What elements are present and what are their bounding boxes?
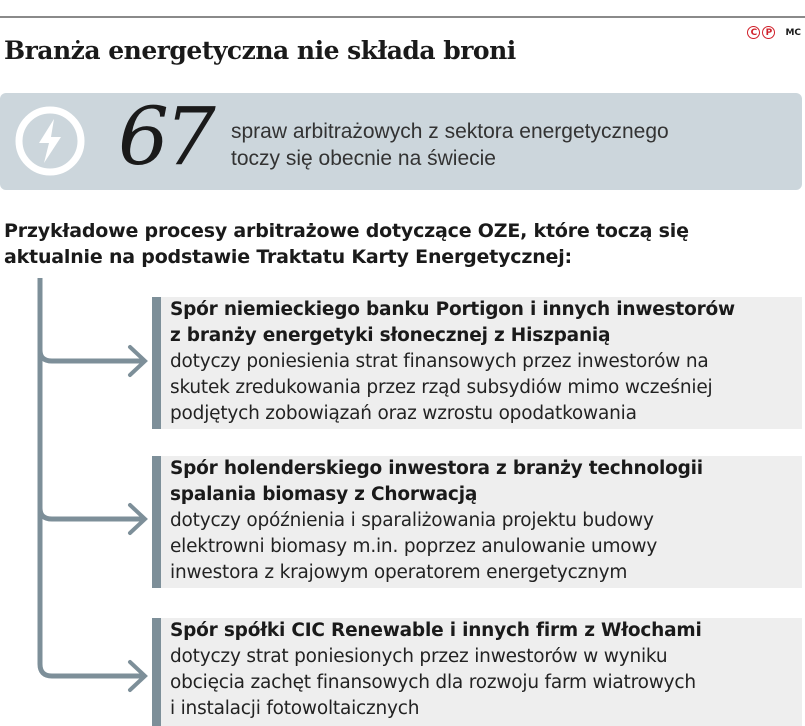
intro-line: aktualnie na podstawie Traktatu Karty Energetycznej: [4, 246, 572, 268]
branch-2 [40, 508, 144, 519]
branch-1 [40, 350, 144, 361]
case-body: dotyczy opóźnienia i sparaliżowania projektu budowy [170, 510, 654, 531]
intro-line: Przykładowe procesy arbitrażowe dotyczące OZE, które toczą się [4, 220, 689, 242]
case-body: podjętych zobowiązań oraz wzrostu opodatkowania [170, 403, 637, 424]
case-body: elektrowni biomasy m.in. poprzez anulowanie umowy [170, 536, 658, 557]
case-heading: Spór niemieckiego banku Portigon i innych inwestorów [170, 299, 735, 320]
case-item [152, 456, 802, 588]
case-heading: Spór holenderskiego inwestora z branży technologii [170, 458, 703, 479]
stat-number: 67 [118, 90, 212, 183]
case-heading: z branży energetyki słonecznej z Hiszpanią [170, 325, 611, 346]
case-body: obcięcia zachęt finansowych dla rozwoju farm wiatrowych [170, 672, 696, 693]
p-icon: P [762, 26, 775, 39]
tree-trunk [40, 278, 144, 676]
case-item [152, 618, 802, 726]
stat-line: spraw arbitrażowych z sektora energetycznego [231, 120, 669, 143]
case-heading: Spór spółki CIC Renewable i innych firm z Włochami [170, 620, 702, 641]
case-item [152, 297, 802, 429]
case-body: skutek zredukowania przez rząd subsydiów mimo wcześniej [170, 377, 713, 398]
page-title: Branża energetyczna nie składa broni [4, 36, 516, 65]
stat-line: toczy się obecnie na świecie [231, 147, 496, 170]
case-heading: spalania biomasy z Chorwacją [170, 484, 478, 505]
copyright-icon: C [747, 26, 760, 39]
author-initials: MC [785, 27, 801, 38]
case-body: dotyczy strat poniesionych przez inwestorów w wyniku [170, 646, 668, 667]
case-body: i instalacji fotowoltaicznych [170, 698, 420, 719]
case-body: dotyczy poniesienia strat finansowych przez inwestorów na [170, 351, 709, 372]
case-body: inwestora z krajowym operatorem energetycznym [170, 562, 628, 583]
